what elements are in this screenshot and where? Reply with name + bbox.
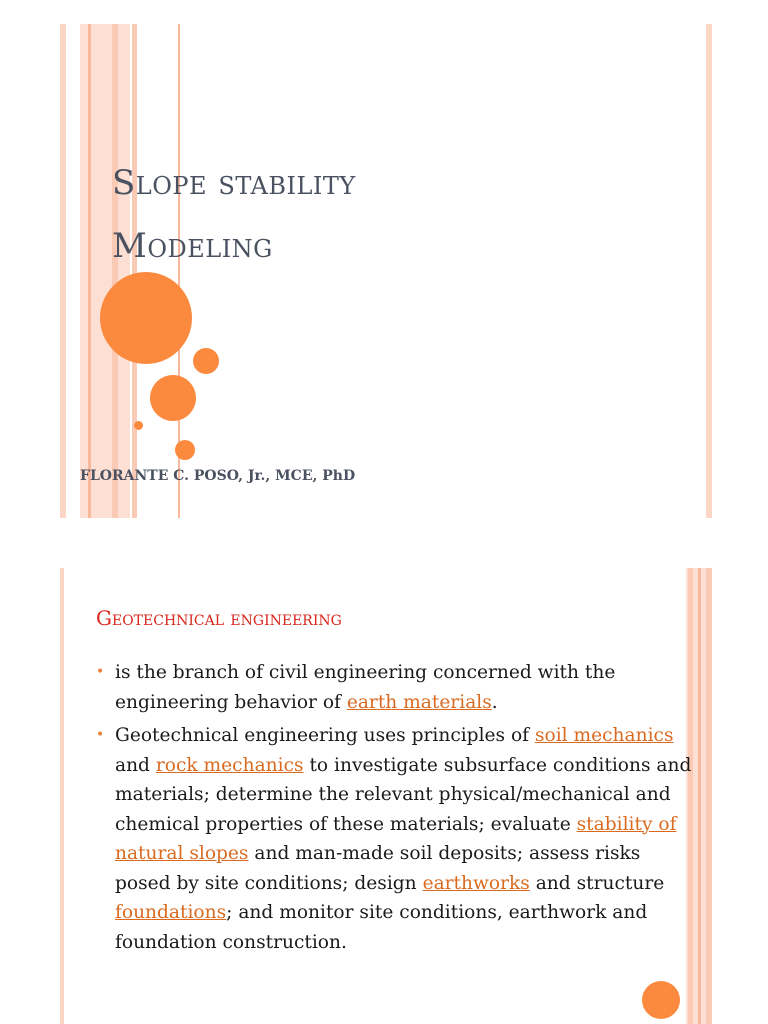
link-earth-materials[interactable]: earth materials: [346, 691, 492, 713]
bullet-list: [96, 658, 696, 961]
content-slide: [60, 568, 712, 1024]
slide-title-line: Slope stability: [112, 163, 356, 203]
bullet-text: ; and monitor site conditions, earthwork and foundation construction.: [115, 902, 648, 953]
decor-circle: [642, 981, 680, 1019]
slide-title-line: Modeling: [112, 226, 273, 266]
bullet-text: is the branch of civil engineering concerned with the engineering behavior of: [115, 662, 616, 713]
decor-band: [60, 24, 66, 518]
bullet-icon: •: [96, 664, 105, 680]
list-item: [96, 658, 696, 717]
bullet-text: .: [491, 691, 498, 713]
section-heading: Geotechnical engineering: [96, 606, 342, 630]
decor-circle: [150, 375, 196, 421]
link-rock-mechanics[interactable]: rock mechanics: [155, 754, 304, 776]
author-name: FLORANTE C. POSO, Jr., MCE, PhD: [80, 468, 356, 484]
bullet-text: Geotechnical engineering uses principles of: [115, 725, 535, 746]
bullet-icon: •: [96, 727, 105, 743]
title-slide: [60, 24, 712, 518]
bullet-text: and: [115, 754, 156, 776]
bullet-text: to investigate subsurface conditions and materials; determine the relevant physical/mechanical and chemical properties of these materials; evaluate: [115, 754, 692, 835]
decor-circle: [100, 272, 192, 364]
slide-title: [112, 152, 356, 278]
link-stability-natural-slopes[interactable]: stability of natural slopes: [115, 813, 677, 864]
decor-band: [706, 568, 712, 1024]
decor-circle: [134, 421, 143, 430]
list-item: [96, 721, 696, 957]
decor-band: [60, 568, 64, 1024]
link-soil-mechanics[interactable]: soil mechanics: [534, 725, 674, 746]
link-foundations[interactable]: foundations: [115, 902, 227, 923]
decor-circle: [193, 348, 219, 374]
decor-band: [706, 24, 712, 518]
bullet-text: and man-made soil deposits; assess risks posed by site conditions; design: [115, 843, 641, 894]
decor-band: [88, 24, 91, 518]
link-earthworks[interactable]: earthworks: [422, 872, 530, 894]
decor-band: [698, 568, 701, 1024]
decor-circle: [175, 440, 195, 460]
bullet-text: and structure: [529, 872, 665, 894]
